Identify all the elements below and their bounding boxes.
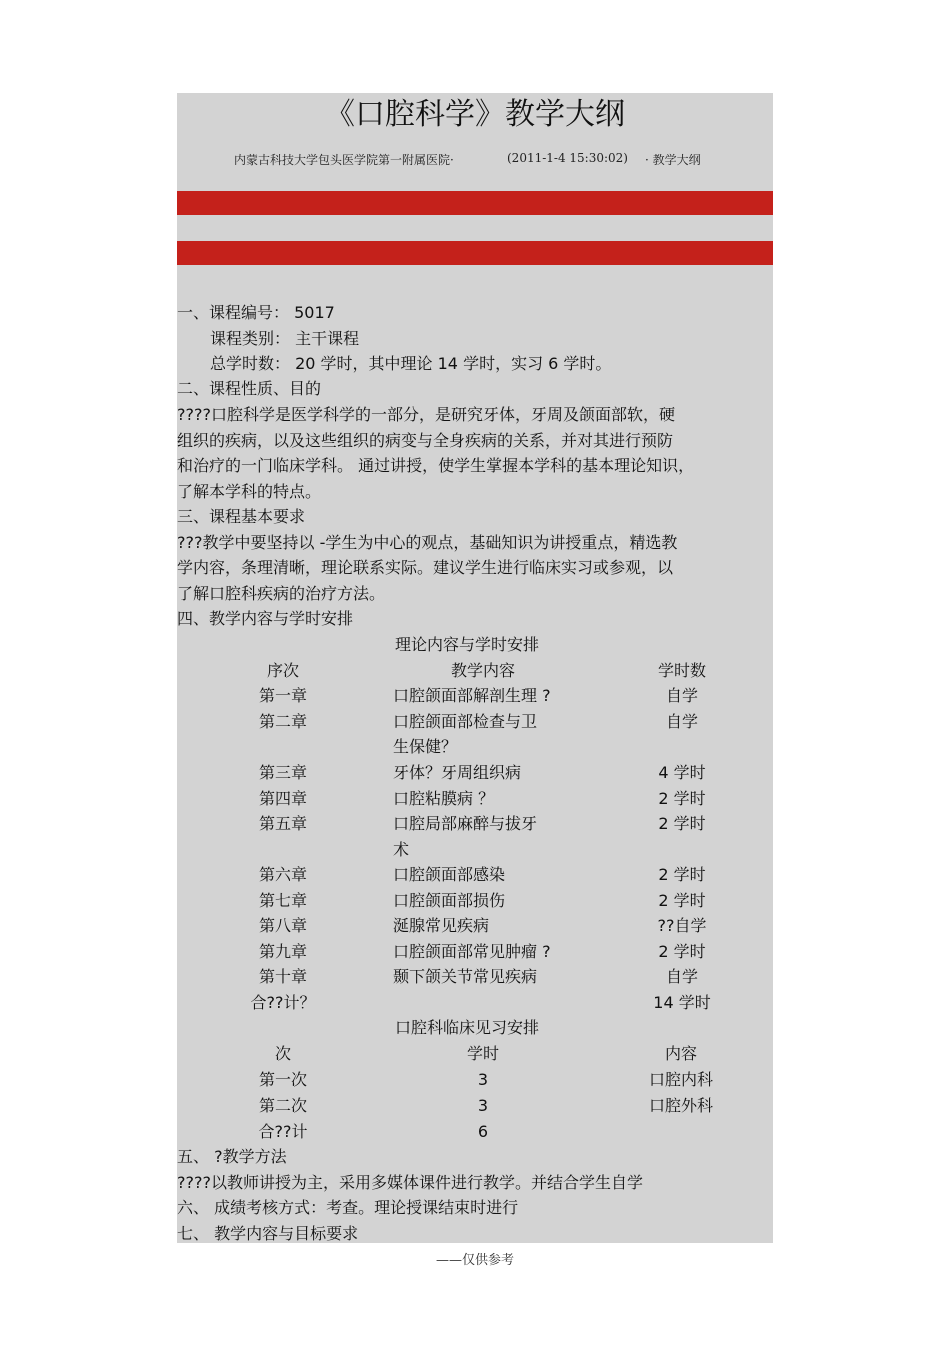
- section-heading-4: 四、教学内容与学时安排: [177, 609, 354, 628]
- course-type-line: 课程类别： 主干课程: [210, 329, 360, 348]
- theory-table-caption: 理论内容与学时安排: [394, 635, 539, 654]
- paragraph-line: ????以教师讲授为主，采用多媒体课件进行教学。并结合学生自学: [177, 1173, 643, 1192]
- table-row-hours: 4 学时: [658, 763, 706, 782]
- document-page: [177, 93, 773, 1243]
- theory-total-label: 合??计？: [250, 993, 316, 1012]
- table-row-hours: ??自学: [657, 916, 707, 935]
- table-row-content: 颞下颌关节常见疾病: [393, 967, 538, 986]
- table-row-content: 口腔内科: [648, 1070, 713, 1089]
- table-row-hours: 自学: [665, 712, 698, 731]
- table-row-content: 口腔颌面部感染: [393, 865, 506, 884]
- document-title: 《口腔科学》教学大纲: [325, 97, 625, 132]
- course-code-line: 一、课程编号： 5017: [177, 303, 335, 322]
- table-row-content: 口腔颌面部损伤: [393, 891, 506, 910]
- table-row-seq: 第七章: [258, 891, 307, 910]
- section-heading-3: 三、课程基本要求: [177, 507, 306, 526]
- document-meta: [177, 151, 773, 169]
- paragraph-line: ???教学中要坚持以 -学生为中心的观点，基础知识为讲授重点，精选教: [177, 533, 678, 552]
- table-row-content-cont: 生保健？: [393, 737, 458, 756]
- meta-datetime: (2011-1-4 15:30:02): [507, 151, 628, 165]
- table-row-seq: 第一章: [258, 686, 307, 705]
- table-row-seq: 第四章: [258, 789, 307, 808]
- section-heading-5: 五、 ?教学方法: [177, 1147, 287, 1166]
- table-row-seq: 第三章: [258, 763, 307, 782]
- table-row-seq: 第二章: [258, 712, 307, 731]
- table-row-content: 口腔颌面部解剖生理 ?: [393, 686, 551, 705]
- total-hours-line: 总学时数： 20 学时，其中理论 14 学时，实习 6 学时。: [210, 354, 612, 373]
- meta-category: · 教学大纲: [645, 153, 701, 167]
- table-row-seq: 第九章: [258, 942, 307, 961]
- clinical-header-content: 内容: [664, 1044, 697, 1063]
- table-row-seq: 第二次: [258, 1096, 307, 1115]
- paragraph-line: 组织的疾病，以及这些组织的病变与全身疾病的关系，并对其进行预防: [177, 431, 674, 450]
- section-heading-6: 六、 成绩考核方式：考查。理论授课结束时进行: [177, 1198, 519, 1217]
- red-band-bottom: [177, 241, 773, 265]
- table-row-content: 口腔外科: [648, 1096, 713, 1115]
- clinical-header-seq: 次: [274, 1044, 291, 1063]
- table-row-content: 口腔粘膜病 ？: [393, 789, 495, 808]
- clinical-header-hours: 学时: [466, 1044, 499, 1063]
- table-row-hours: 2 学时: [658, 814, 706, 833]
- table-row-seq: 第六章: [258, 865, 307, 884]
- clinical-table-caption: 口腔科临床见习安排: [394, 1018, 539, 1037]
- section-heading-7: 七、 教学内容与目标要求: [177, 1224, 359, 1243]
- table-row-seq: 第五章: [258, 814, 307, 833]
- paragraph-line: 和治疗的一门临床学科。 通过讲授，使学生掌握本学科的基本理论知识，: [177, 456, 695, 475]
- paragraph-line: 了解本学科的特点。: [177, 482, 322, 501]
- table-row-content: 牙体？牙周组织病: [393, 763, 522, 782]
- paragraph-line: ????口腔科学是医学科学的一部分，是研究牙体，牙周及颌面部软，硬: [177, 405, 675, 424]
- theory-header-seq: 序次: [266, 661, 299, 680]
- table-row-content: 口腔颌面部检查与卫: [393, 712, 538, 731]
- table-row-content: 口腔颌面部常见肿瘤 ?: [393, 942, 551, 961]
- table-row-hours: 2 学时: [658, 891, 706, 910]
- clinical-total-label: 合??计: [258, 1122, 308, 1141]
- table-row-seq: 第八章: [258, 916, 307, 935]
- clinical-total-hours: 6: [477, 1122, 489, 1141]
- table-row-hours: 自学: [665, 686, 698, 705]
- section-heading-2: 二、课程性质、目的: [177, 379, 322, 398]
- theory-header-content: 教学内容: [450, 661, 515, 680]
- table-row-hours: 自学: [665, 967, 698, 986]
- theory-total-hours: 14 学时: [653, 993, 711, 1012]
- table-row-hours: 2 学时: [658, 942, 706, 961]
- paragraph-line: 学内容，条理清晰，理论联系实际。建议学生进行临床实习或参观，以: [177, 558, 674, 577]
- table-row-content: 口腔局部麻醉与拔牙: [393, 814, 538, 833]
- table-row-content-cont: 术: [393, 840, 410, 859]
- table-row-hours: 3: [477, 1070, 489, 1089]
- paragraph-line: 了解口腔科疾病的治疗方法。: [177, 584, 386, 603]
- table-row-hours: 3: [477, 1096, 489, 1115]
- table-row-seq: 第一次: [258, 1070, 307, 1089]
- table-row-seq: 第十章: [258, 967, 307, 986]
- theory-header-hours: 学时数: [657, 661, 706, 680]
- table-row-hours: 2 学时: [658, 789, 706, 808]
- footer-note: ——仅供参考: [435, 1253, 514, 1268]
- table-row-content: 涎腺常见疾病: [393, 916, 490, 935]
- table-row-hours: 2 学时: [658, 865, 706, 884]
- red-band-top: [177, 191, 773, 215]
- meta-source: 内蒙古科技大学包头医学院第一附属医院·: [234, 153, 454, 167]
